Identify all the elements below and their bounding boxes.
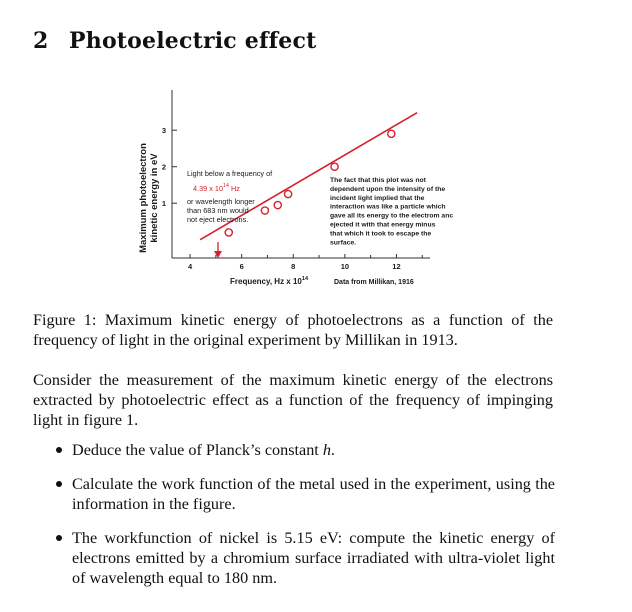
annotation-right-line: dependent upon the intensity of the [330,185,446,193]
caption-text: Maximum kinetic energy of photoelectrons as a function of the frequency of light in the original experiment by Millikan in 1913. [33,311,554,349]
x-tick-label-10: 10 [340,262,350,271]
figure-1 [110,88,454,298]
annotation-left-frequency [193,183,240,193]
section-heading [33,28,316,54]
question-item [50,528,555,588]
threshold-annotation [187,169,273,224]
y-tick-label-1: 1 [161,199,166,209]
question-item [50,440,555,460]
data-point [331,163,338,170]
figure-caption [33,310,553,350]
annotation-right-line: incident light implied that the [330,194,425,202]
x-axis-label-text: Frequency, Hz x 10 [230,277,302,286]
section-number: 2 [33,28,49,54]
annotation-left-line1: Light below a frequency of [187,169,273,178]
y-axis-label-line1: Maximum photoelectron [138,143,149,253]
y-ticks [162,126,177,208]
section-title: Photoelectric effect [69,28,317,54]
data-point [261,207,268,214]
data-point [285,190,292,197]
y-axis-label [138,143,160,253]
x-axis-label [230,276,309,286]
x-tick-label-4: 4 [187,262,193,271]
question-1-text: Deduce the value of Planck’s constant [72,441,323,459]
question-3-text: The workfunction of nickel is 5.15 eV: compute the kinetic energy of electrons emitted by a chromium surface irradiated with ultra-violet light of wavelength equal to 180 nm. [72,529,555,587]
y-axis-label-line2: kinetic energy in eV [149,153,160,243]
data-point [225,229,232,236]
annotation-freq-exp: 14 [223,183,229,189]
photoelectric-chart [110,88,454,298]
y-tick-label-2: 2 [161,162,166,172]
data-point [388,130,395,137]
annotation-freq-unit: Hz [228,184,240,193]
question-1-symbol: h [322,441,331,459]
annotation-right-line: interaction was like a particle which [330,203,446,211]
intro-paragraph: Consider the measurement of the maximum kinetic energy of the electrons extracted by photoelectric effect as a function of the frequency of impinging light in figure 1. [33,371,553,429]
annotation-left-line4: than 683 nm would [187,206,249,215]
annotation-right-line: that which it took to escape the [330,230,432,238]
annotation-right-line: ejected it with that energy minus [330,221,436,229]
question-list [50,440,555,602]
question-2-text: Calculate the work function of the metal used in the experiment, using the information in the figure. [72,475,555,513]
annotation-freq-base: 4.39 x 10 [193,184,224,193]
x-tick-label-8: 8 [291,262,296,271]
x-tick-label-6: 6 [239,262,244,271]
annotation-left-line5: not eject electrons. [187,215,249,224]
intensity-annotation [330,177,453,246]
y-tick-label-3: 3 [161,126,166,136]
x-ticks [188,254,422,271]
annotation-right-line: gave all its energy to the electrom anc [330,212,454,220]
threshold-arrow [214,242,222,258]
question-1-end: . [330,441,335,459]
annotation-right-line: surface. [330,239,357,247]
data-point [274,201,281,208]
data-source: Data from Millikan, 1916 [334,279,414,286]
annotation-left-line3: or wavelength longer [187,197,255,206]
question-item [50,474,555,514]
caption-label: Figure 1: [33,311,97,329]
annotation-right-line: The fact that this plot was not [330,177,426,184]
x-axis-label-exp: 14 [301,276,309,282]
x-tick-label-12: 12 [392,262,401,271]
